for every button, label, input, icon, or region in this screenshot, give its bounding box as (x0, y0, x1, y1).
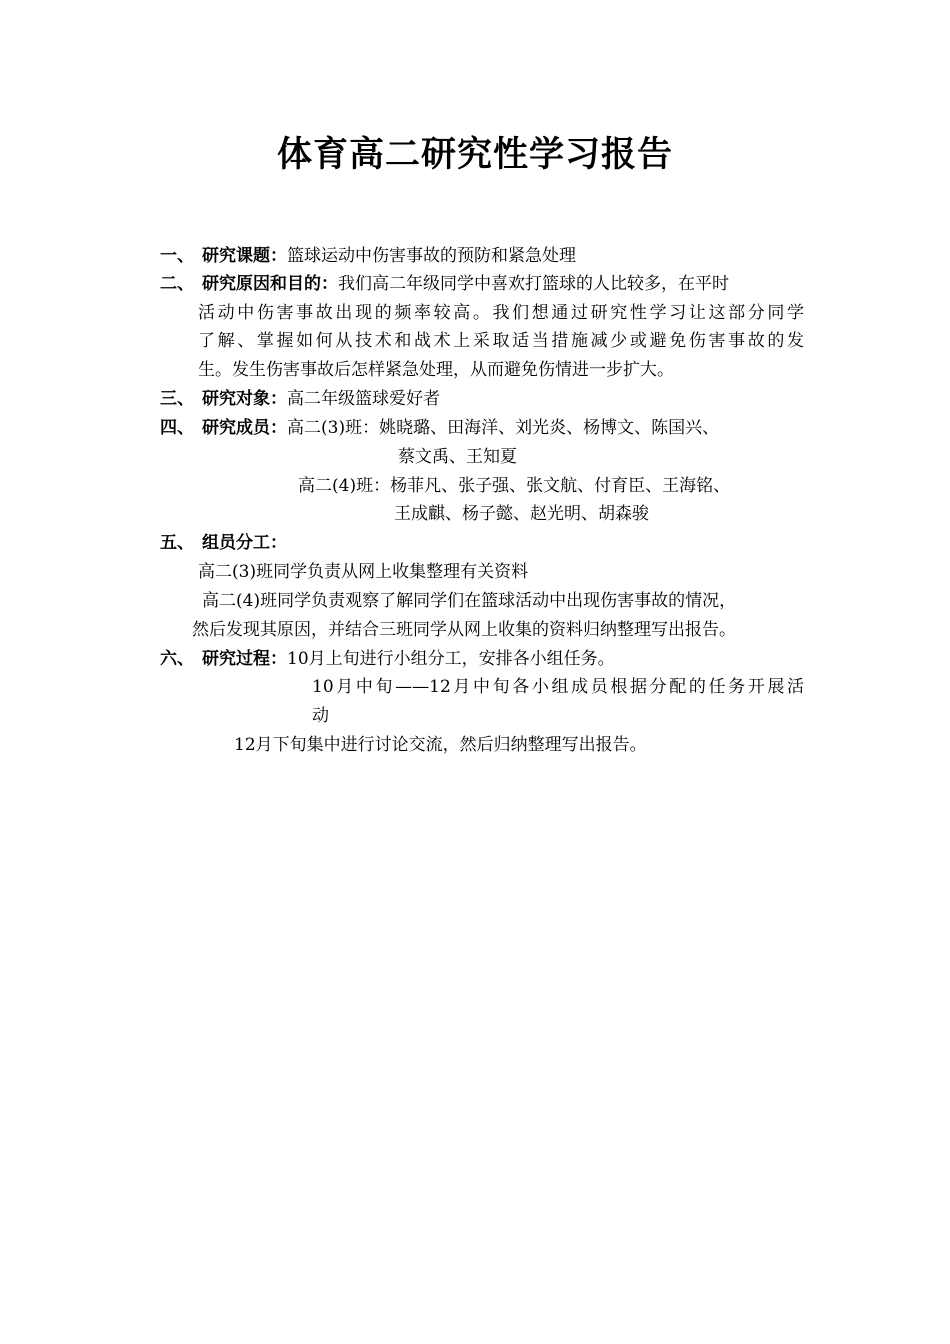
section-label: 研究过程： (202, 649, 287, 669)
section-number: 六、 (160, 649, 194, 669)
section-division-of-work (160, 529, 287, 557)
section-number: 五、 (160, 533, 194, 553)
section-text-line: 12月下旬集中进行讨论交流，然后归纳整理写出报告。 (234, 735, 647, 755)
section-text-line: 动 (312, 706, 329, 726)
section-text-line: 然后发现其原因，并结合三班同学从网上收集的资料归纳整理写出报告。 (192, 620, 736, 640)
section-research-topic (160, 242, 576, 270)
class-label: 高二(3)班： (287, 418, 380, 438)
section-text: 篮球运动中伤害事故的预防和紧急处理 (287, 246, 576, 266)
class-members (298, 472, 730, 500)
section-text-line: 活动中伤害事故出现的频率较高。我们想通过研究性学习让这部分同学 (198, 303, 804, 323)
section-text-line: 高二(4)班同学负责观察了解同学们在篮球活动中出现伤害事故的情况， (202, 591, 737, 611)
member-list-line: 姚晓璐、田海洋、刘光炎、杨博文、陈国兴、 (379, 418, 720, 438)
member-list-line: 蔡文禹、王知夏 (398, 447, 517, 467)
section-research-members (160, 414, 719, 442)
section-text-line: 我们高二年级同学中喜欢打篮球的人比较多，在平时 (338, 274, 729, 294)
member-list-line: 王成麒、杨子懿、赵光明、胡森骏 (394, 504, 649, 524)
section-text-line: 10月中旬——12月中旬各小组成员根据分配的任务开展活 (312, 677, 804, 697)
section-label: 研究对象： (202, 389, 287, 409)
section-number: 四、 (160, 418, 194, 438)
section-label: 组员分工： (202, 533, 287, 553)
section-label: 研究成员： (202, 418, 287, 438)
section-label: 研究课题： (202, 246, 287, 266)
section-text-line: 了解、掌握如何从技术和战术上采取适当措施减少或避免伤害事故的发 (198, 331, 804, 351)
section-label: 研究原因和目的： (202, 274, 338, 294)
section-text-line: 10月上旬进行小组分工，安排各小组任务。 (287, 649, 615, 669)
section-number: 二、 (160, 274, 194, 294)
class-label: 高二(4)班： (298, 476, 391, 496)
section-text: 高二年级篮球爱好者 (287, 389, 440, 409)
section-research-reason (160, 270, 729, 298)
member-list-line: 杨菲凡、张子强、张文航、付育臣、王海铭、 (390, 476, 731, 496)
document-title: 体育高二研究性学习报告 (276, 135, 673, 175)
section-text-line: 高二(3)班同学负责从网上收集整理有关资料 (198, 562, 529, 582)
section-text-line: 生。发生伤害事故后怎样紧急处理，从而避免伤情进一步扩大。 (198, 360, 674, 380)
section-research-process (160, 645, 615, 673)
section-number: 三、 (160, 389, 194, 409)
section-research-subject (160, 385, 440, 413)
section-number: 一、 (160, 246, 194, 266)
